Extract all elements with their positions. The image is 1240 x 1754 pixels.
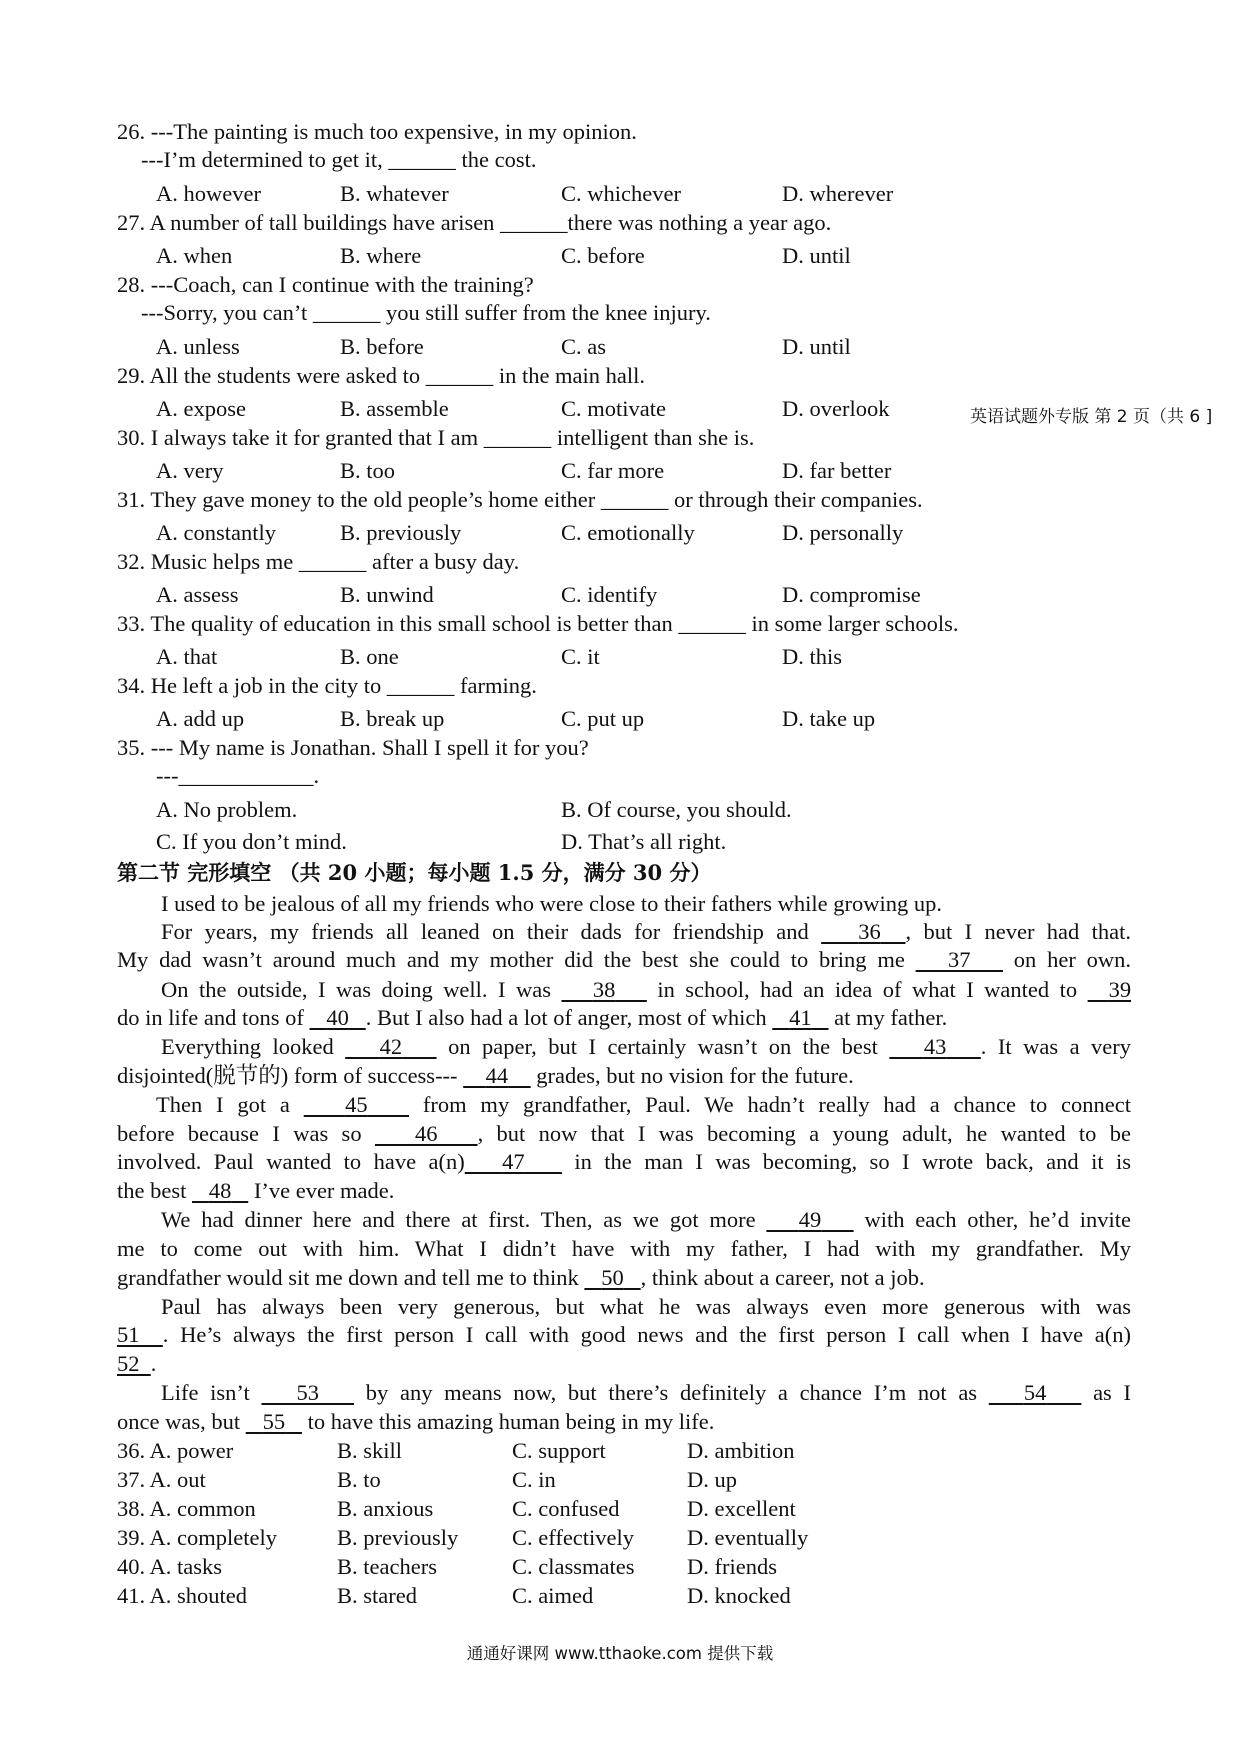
cloze-39-option-a: 39. A. completely: [117, 1525, 277, 1550]
blank-51: 51: [117, 1322, 140, 1347]
passage-line-6: Everything looked 42 on paper, but I certainly wasn’t on the best 43 . It was a very: [161, 1034, 1132, 1059]
question-35-stem-line2: ---____________.: [156, 763, 320, 788]
question-31-option-d: D. personally: [782, 520, 904, 545]
question-30-stem: 30. I always take it for granted that I am ______ intelligent than she is.: [117, 425, 755, 450]
cloze-39-option-b: B. previously: [337, 1525, 459, 1550]
passage-line-10: involved. Paul wanted to have a(n) 47 in the man I was becoming, so I wrote back, and it is: [117, 1149, 1132, 1174]
question-32-stem: 32. Music helps me ______ after a busy day.: [117, 549, 520, 574]
question-31-stem: 31. They gave money to the old people’s home either ______ or through their companies.: [117, 487, 923, 512]
question-35-option-b: B. Of course, you should.: [561, 797, 792, 822]
cloze-36-option-c: C. support: [512, 1438, 606, 1463]
question-35-option-c: C. If you don’t mind.: [156, 829, 347, 854]
question-34-stem: 34. He left a job in the city to ______ farming.: [117, 673, 537, 698]
blank-54: 54: [1023, 1380, 1047, 1405]
cloze-38-option-b: B. anxious: [337, 1496, 434, 1521]
passage-line-5: do in life and tons of 40 . But I also had a lot of anger, most of which 41 at my father.: [117, 1005, 948, 1030]
page-footer: 通通好课网 www.tthaoke.com 提供下载: [466, 1644, 774, 1663]
cloze-37-option-a: 37. A. out: [117, 1467, 206, 1492]
question-29-option-a: A. expose: [156, 396, 246, 421]
blank-45: 45: [345, 1092, 368, 1117]
cloze-39-option-d: D. eventually: [687, 1525, 809, 1550]
passage-line-16: 51 . He’s always the first person I call with good news and the first person I call when I have a(n): [117, 1322, 1132, 1347]
passage-line-2: For years, my friends all leaned on their dads for friendship and 36 , but I never had that.: [161, 919, 1132, 944]
question-27-option-c: C. before: [561, 243, 645, 268]
question-32-option-c: C. identify: [561, 582, 658, 607]
question-28-option-d: D. until: [782, 334, 851, 359]
question-35-option-a: A. No problem.: [156, 797, 298, 822]
passage-line-14: grandfather would sit me down and tell me to think 50 , think about a career, not a job.: [117, 1265, 925, 1290]
passage-line-8: Then I got a 45 from my grandfather, Paul. We hadn’t really had a chance to connect: [156, 1092, 1132, 1117]
blank-48: 48: [208, 1178, 232, 1203]
blank-40: 40: [326, 1005, 349, 1030]
question-27-option-b: B. where: [340, 243, 422, 268]
blank-37: 37: [948, 947, 971, 972]
question-33-option-b: B. one: [340, 644, 399, 669]
question-32-option-b: B. unwind: [340, 582, 434, 607]
passage-line-11: the best 48 I’ve ever made.: [117, 1178, 395, 1203]
blank-55: 55: [262, 1409, 286, 1434]
question-32-option-d: D. compromise: [782, 582, 921, 607]
blank-49: 49: [798, 1207, 822, 1232]
blank-43: 43: [923, 1034, 947, 1059]
question-33-option-a: A. that: [156, 644, 218, 669]
blank-46: 46: [415, 1121, 438, 1146]
question-26-option-b: B. whatever: [340, 181, 449, 206]
question-28-stem: 28. ---Coach, can I continue with the training?: [117, 272, 534, 297]
question-28-option-a: A. unless: [156, 334, 240, 359]
cloze-36-option-b: B. skill: [337, 1438, 403, 1463]
blank-38: 38: [592, 977, 616, 1002]
cloze-40-option-c: C. classmates: [512, 1554, 635, 1579]
question-29-option-d: D. overlook: [782, 396, 890, 421]
cloze-41-option-d: D. knocked: [687, 1583, 791, 1608]
question-34-option-c: C. put up: [561, 706, 645, 731]
page-side-note: 英语试题外专版 第 2 页（共 6 ]: [970, 407, 1213, 427]
cloze-38-option-d: D. excellent: [687, 1496, 796, 1521]
blank-52: 52: [117, 1351, 140, 1376]
question-33-option-c: C. it: [561, 644, 600, 669]
blank-50: 50: [601, 1265, 624, 1290]
question-27-stem: 27. A number of tall buildings have arisen ______there was nothing a year ago.: [117, 210, 832, 235]
question-33-option-d: D. this: [782, 644, 843, 669]
cloze-38-option-a: 38. A. common: [117, 1496, 256, 1521]
cloze-37-option-b: B. to: [337, 1467, 381, 1492]
question-29-stem: 29. All the students were asked to ______ in the main hall.: [117, 363, 646, 388]
passage-line-19: once was, but 55 to have this amazing human being in my life.: [117, 1409, 715, 1434]
question-26-stem-line2: ---I’m determined to get it, ______ the cost.: [141, 147, 537, 172]
passage-line-15: Paul has always been very generous, but what he was always even more generous with was: [161, 1294, 1131, 1319]
cloze-37-option-c: C. in: [512, 1467, 556, 1492]
question-34-option-b: B. break up: [340, 706, 445, 731]
question-28-option-b: B. before: [340, 334, 424, 359]
passage-line-7: disjointed(脱节的) form of success--- 44 grades, but no vision for the future.: [117, 1063, 854, 1088]
blank-53: 53: [296, 1380, 320, 1405]
blank-42: 42: [379, 1034, 403, 1059]
cloze-39-option-c: C. effectively: [512, 1525, 635, 1550]
cloze-41-option-b: B. stared: [337, 1583, 417, 1608]
cloze-40-option-b: B. teachers: [337, 1554, 437, 1579]
cloze-41-option-a: 41. A. shouted: [117, 1583, 248, 1608]
question-26-option-a: A. however: [156, 181, 261, 206]
blank-39: 39: [1108, 977, 1132, 1002]
cloze-38-option-c: C. confused: [512, 1496, 620, 1521]
question-29-option-c: C. motivate: [561, 396, 666, 421]
section-heading: 第二节 完形填空 （共 20 小题；每小题 1.5 分，满分 30 分）: [117, 860, 712, 885]
passage-line-1: I used to be jealous of all my friends who were close to their fathers while growing up.: [161, 891, 943, 916]
question-34-option-d: D. take up: [782, 706, 876, 731]
question-31-option-a: A. constantly: [156, 520, 276, 545]
passage-line-4: On the outside, I was doing well. I was 38 in school, had an idea of what I wanted to 39: [161, 977, 1132, 1002]
question-35-option-d: D. That’s all right.: [561, 829, 727, 854]
question-30-option-d: D. far better: [782, 458, 892, 483]
question-35-stem: 35. --- My name is Jonathan. Shall I spell it for you?: [117, 735, 589, 760]
passage-line-13: me to come out with him. What I didn’t have with my father, I had with my grandfather. My: [117, 1236, 1131, 1261]
cloze-41-option-c: C. aimed: [512, 1583, 594, 1608]
passage-line-12: We had dinner here and there at first. Then, as we got more 49 with each other, he’d invite: [161, 1207, 1132, 1232]
cloze-36-option-a: 36. A. power: [117, 1438, 234, 1463]
question-26-option-d: D. wherever: [782, 181, 894, 206]
question-29-option-b: B. assemble: [340, 396, 449, 421]
blank-41: 41: [789, 1005, 812, 1030]
question-30-option-c: C. far more: [561, 458, 665, 483]
question-32-option-a: A. assess: [156, 582, 239, 607]
passage-line-18: Life isn’t 53 by any means now, but there’s definitely a chance I’m not as 54 as I: [161, 1380, 1131, 1405]
blank-47: 47: [502, 1149, 525, 1174]
question-33-stem: 33. The quality of education in this small school is better than ______ in some larger schools.: [117, 611, 959, 636]
blank-44: 44: [485, 1063, 509, 1088]
question-28-stem-line2: ---Sorry, you can’t ______ you still suffer from the knee injury.: [141, 300, 711, 325]
question-31-option-c: C. emotionally: [561, 520, 695, 545]
passage-line-3: My dad wasn’t around much and my mother did the best she could to bring me 37 on her own.: [117, 947, 1131, 972]
question-27-option-a: A. when: [156, 243, 233, 268]
passage-line-9: before because I was so 46 , but now that I was becoming a young adult, he wanted to be: [117, 1121, 1132, 1146]
question-31-option-b: B. previously: [340, 520, 462, 545]
passage-line-17: 52 .: [117, 1351, 157, 1376]
cloze-40-option-d: D. friends: [687, 1554, 777, 1579]
question-26-stem: 26. ---The painting is much too expensive, in my opinion.: [117, 119, 637, 144]
question-28-option-c: C. as: [561, 334, 606, 359]
cloze-40-option-a: 40. A. tasks: [117, 1554, 223, 1579]
question-26-option-c: C. whichever: [561, 181, 681, 206]
question-27-option-d: D. until: [782, 243, 851, 268]
blank-36: 36: [858, 919, 881, 944]
question-34-option-a: A. add up: [156, 706, 245, 731]
cloze-36-option-d: D. ambition: [687, 1438, 795, 1463]
question-30-option-b: B. too: [340, 458, 396, 483]
cloze-37-option-d: D. up: [687, 1467, 737, 1492]
question-30-option-a: A. very: [156, 458, 224, 483]
